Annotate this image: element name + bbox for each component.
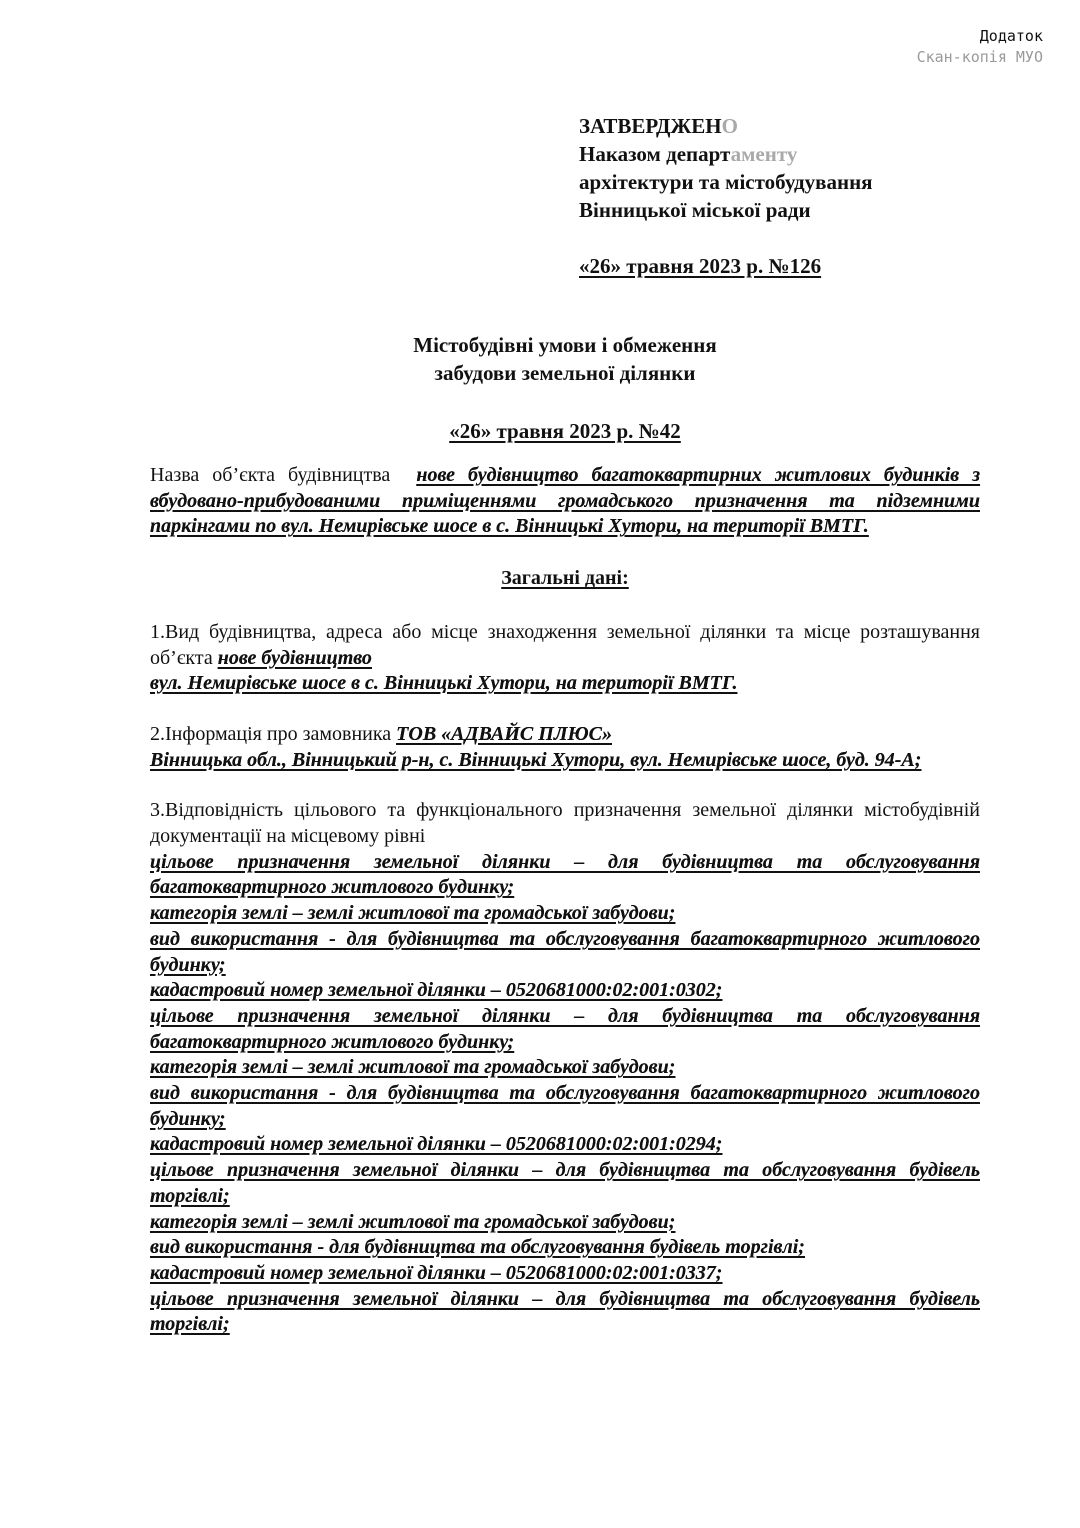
item-1-value-1: нове будівництво bbox=[217, 646, 372, 669]
document-title bbox=[150, 331, 980, 445]
approved-text: ЗАТВЕРДЖЕН bbox=[579, 114, 722, 138]
object-value: нове будівництво багатоквартирних житлових будинків з вбудовано-прибудованими приміщеннями громадського призначення та підземними паркінгами по вул. Немирівське шосе в с. Вінницькі Хутори, на території ВМТГ. bbox=[150, 464, 981, 538]
order-text: Наказом департ bbox=[579, 142, 731, 166]
item-3-line: вид використання - для будівництва та обслуговування багатоквартирного житлового будинку; bbox=[150, 927, 980, 976]
item-2-value-2: Вінницька обл., Вінницький р-н, с. Вінницькі Хутори, вул. Немирівське шосе, буд. 94-А; bbox=[150, 748, 922, 771]
section-title: Загальні дані: bbox=[501, 567, 629, 590]
item-1 bbox=[150, 620, 980, 697]
item-3-line: кадастровий номер земельної ділянки – 0520681000:02:001:0294; bbox=[150, 1133, 723, 1156]
item-3-line: цільове призначення земельної ділянки – для будівництва та обслуговування будівель торгівлі; bbox=[150, 1287, 980, 1336]
item-3-line: категорія землі – землі житлової та громадської забудови; bbox=[150, 902, 676, 925]
approval-line-1 bbox=[579, 112, 873, 140]
object-name-paragraph bbox=[150, 463, 980, 540]
item-3-line: категорія землі – землі житлової та громадської забудови; bbox=[150, 1056, 676, 1079]
item-3-line: вид використання - для будівництва та обслуговування багатоквартирного житлового будинку; bbox=[150, 1082, 980, 1130]
approval-line-2 bbox=[579, 140, 873, 168]
document-number-date: «26» травня 2023 р. №42 bbox=[449, 419, 681, 443]
title-line-1: Містобудівні умови і обмеження bbox=[413, 333, 717, 357]
approval-block bbox=[579, 112, 873, 280]
item-3-line: кадастровий номер земельної ділянки – 0520681000:02:001:0302; bbox=[150, 979, 723, 1002]
item-3-line: категорія землі – землі житлової та громадської забудови; bbox=[150, 1210, 676, 1233]
item-2-label: 2.Інформація про замовника bbox=[150, 722, 392, 745]
title-line-2: забудови земельної ділянки bbox=[434, 361, 696, 385]
order-text-faded: аменту bbox=[730, 142, 798, 166]
item-2 bbox=[150, 722, 980, 773]
approval-line-4: Вінницької міської ради bbox=[579, 198, 811, 222]
item-1-label: 1.Вид будівництва, адреса або місце знаходження земельної ділянки та місце розташування об’єкта bbox=[150, 620, 980, 669]
item-1-value-2: вул. Немирівське шосе в с. Вінницькі Хутори, на території ВМТГ. bbox=[150, 672, 738, 695]
scan-copy-label: Скан-копія МУО bbox=[916, 48, 1043, 66]
section-general-data bbox=[150, 566, 980, 592]
item-3-line: вид використання - для будівництва та обслуговування будівель торгівлі; bbox=[150, 1236, 805, 1259]
item-3-line: цільове призначення земельної ділянки – для будівництва та обслуговування багатоквартирного житлового будинку; bbox=[150, 850, 980, 899]
document-body bbox=[150, 463, 980, 1363]
appendix-label: Додаток bbox=[979, 27, 1043, 45]
item-3-line: цільове призначення земельної ділянки – для будівництва та обслуговування багатоквартирного житлового будинку; bbox=[150, 1004, 980, 1053]
item-3-label: 3.Відповідність цільового та функціонального призначення земельної ділянки містобудівній документації на місцевому рівні bbox=[150, 799, 980, 848]
approved-text-faded: О bbox=[721, 114, 738, 138]
approval-line-3: архітектури та містобудування bbox=[579, 170, 873, 194]
item-3 bbox=[150, 798, 980, 1338]
item-3-line: кадастровий номер земельної ділянки – 0520681000:02:001:0337; bbox=[150, 1261, 723, 1284]
item-2-value-1: ТОВ «АДВАЙС ПЛЮС» bbox=[396, 722, 612, 745]
approval-order-date: «26» травня 2023 р. №126 bbox=[579, 254, 822, 278]
object-label: Назва об’єкта будівництва bbox=[150, 464, 391, 486]
item-3-line: цільове призначення земельної ділянки – для будівництва та обслуговування будівель торгівлі; bbox=[150, 1159, 980, 1207]
scan-stamp bbox=[917, 26, 1043, 68]
